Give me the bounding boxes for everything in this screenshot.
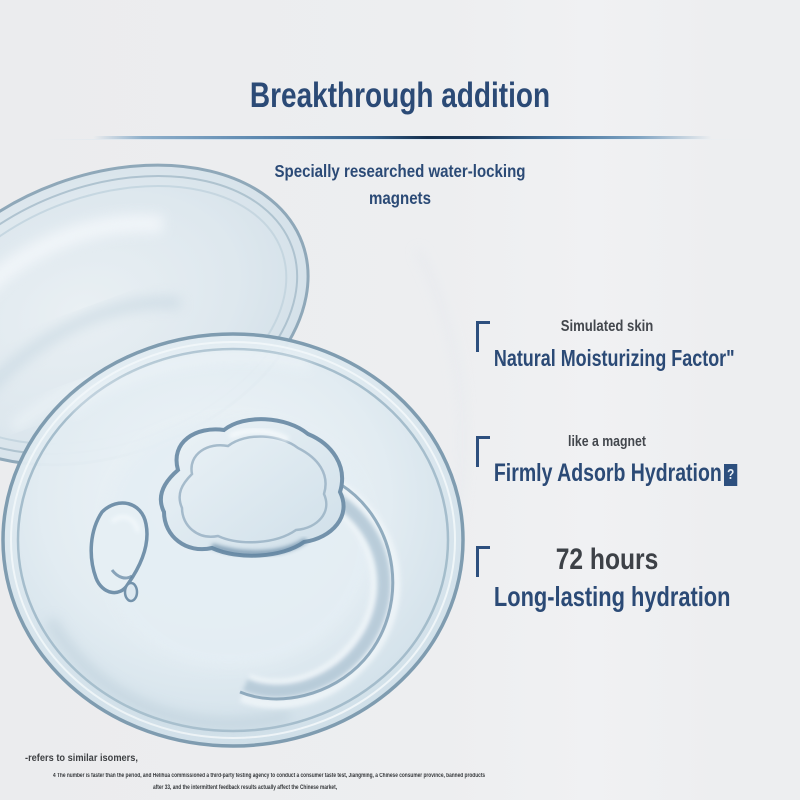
footnote-disclaimer-line-2: after 33, and the intermittent feedback results actually affect the Chinese market,: [152, 785, 338, 791]
feature-headline: Natural Moisturizing Factor": [493, 345, 735, 371]
feature-label: 72 hours: [555, 543, 659, 576]
feature-adsorb-hydration: [462, 433, 752, 488]
missing-glyph-box-icon: ?: [724, 464, 737, 486]
feature-label: Simulated skin: [560, 318, 654, 335]
feature-long-lasting-hydration: [462, 543, 752, 613]
feature-simulated-skin: [462, 318, 752, 372]
feature-label: like a magnet: [568, 433, 646, 450]
subtitle-line-1: Specially researched water-locking: [274, 161, 526, 181]
footnote-disclaimer-line-1: 4 The number is faster than the period, and Helihua commissioned a third-party testing agency to conduct a consumer taste test, Jiangming, a Chinese consumer province, banned products: [53, 773, 486, 779]
subtitle-line-2: magnets: [369, 188, 431, 208]
title-divider: [93, 136, 712, 139]
footnote-isomers: -refers to similar isomers,: [25, 752, 138, 764]
footnote-disclaimer: [53, 770, 486, 794]
page-subtitle: [142, 158, 658, 212]
petri-dish-gel-image: [0, 140, 480, 760]
feature-headline: Long-lasting hydration: [493, 581, 731, 612]
feature-headline: [493, 459, 735, 488]
page-title: Breakthrough addition: [249, 76, 551, 115]
feature-headline-text: Firmly Adsorb Hydration: [493, 459, 722, 487]
